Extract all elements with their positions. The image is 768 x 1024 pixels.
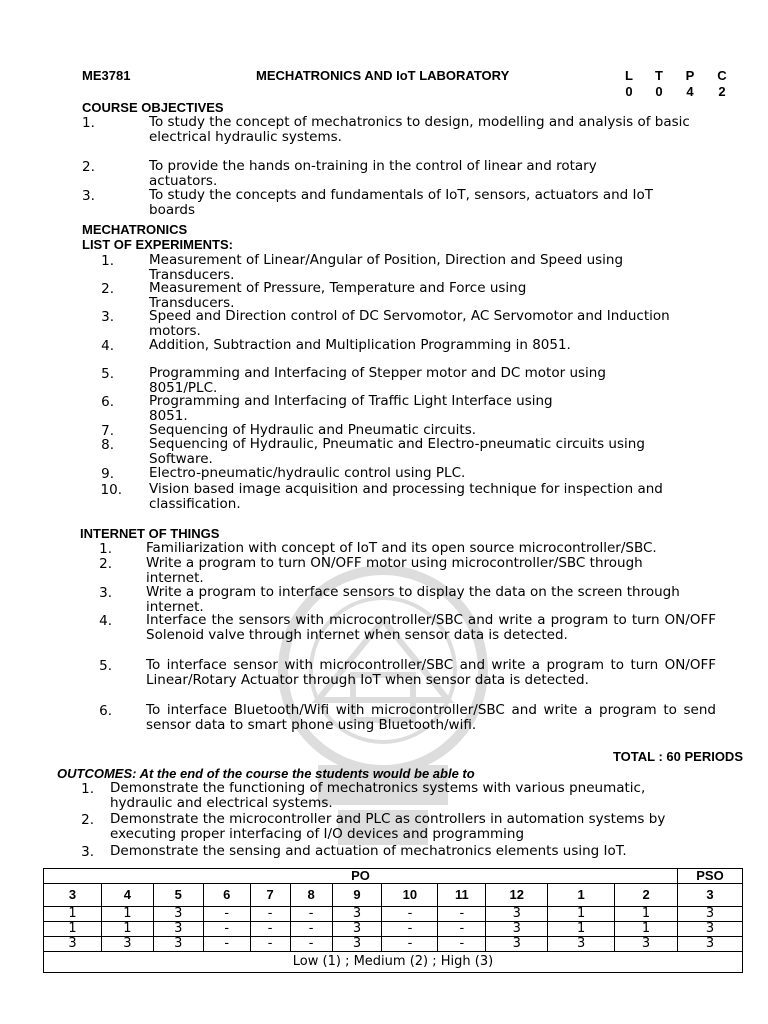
iot-text: Write a program to turn ON/OFF motor using microcontroller/SBC through internet. [146, 555, 643, 586]
table-cell: - [203, 922, 250, 937]
table-cell: 3 [332, 922, 382, 937]
table-legend: Low (1) ; Medium (2) ; High (3) [44, 952, 743, 973]
experiment-text: Sequencing of Hydraulic and Pneumatic circuits. [149, 422, 477, 438]
ltpc-c-heading: C [717, 68, 727, 83]
objectives-heading: COURSE OBJECTIVES [82, 100, 224, 115]
column-header: 7 [250, 884, 290, 907]
table-cell: 3 [44, 937, 102, 952]
iot-number: 3. [99, 585, 112, 601]
experiment-number: 5. [101, 366, 114, 382]
objective-number: 3. [82, 188, 95, 204]
ltpc-l [621, 68, 637, 100]
outcome-number: 1. [81, 781, 94, 797]
experiments-subheading: LIST OF EXPERIMENTS: [82, 237, 233, 252]
iot-number: 1. [99, 541, 112, 557]
outcome-text: Demonstrate the functioning of mechatronics systems with various pneumatic, hydraulic and electrical systems. [110, 780, 646, 811]
table-cell: 3 [332, 907, 382, 922]
table-cell: - [290, 937, 332, 952]
ltpc-p-heading: P [685, 68, 695, 83]
table-cell: - [250, 922, 290, 937]
table-cell: 3 [153, 907, 203, 922]
outcome-number: 2. [81, 812, 94, 828]
table-cell: - [382, 907, 438, 922]
column-header: 3 [678, 884, 743, 907]
table-cell: - [382, 937, 438, 952]
iot-number: 2. [99, 556, 112, 572]
experiment-number: 9. [101, 466, 114, 482]
column-header: 3 [44, 884, 102, 907]
objective-number: 2. [82, 159, 95, 175]
co-po-mapping-table [43, 868, 743, 973]
experiment-text: Vision based image acquisition and processing technique for inspection and classification. [149, 481, 663, 512]
column-header: 4 [101, 884, 153, 907]
iot-number: 5. [99, 658, 112, 674]
table-row [44, 937, 743, 952]
pso-group-header: PSO [678, 869, 743, 884]
experiment-number: 2. [101, 281, 114, 297]
table-cell: 3 [678, 937, 743, 952]
experiment-text: Sequencing of Hydraulic, Pneumatic and Electro-pneumatic circuits using Software. [149, 436, 645, 467]
outcome-number: 3. [81, 844, 94, 860]
experiment-number: 6. [101, 394, 114, 410]
iot-text: Write a program to interface sensors to display the data on the screen through internet. [146, 584, 680, 615]
table-cell: 1 [548, 922, 615, 937]
objective-text: To study the concept of mechatronics to design, modelling and analysis of basic electrical hydraulic systems. [149, 114, 690, 145]
ltpc-c-value: 2 [718, 84, 726, 99]
experiment-number: 8. [101, 437, 114, 453]
table-cell: 3 [332, 937, 382, 952]
objective-text: To provide the hands on-training in the control of linear and rotary actuators. [149, 158, 597, 189]
experiment-text: Measurement of Linear/Angular of Position, Direction and Speed using Transducers. [149, 252, 624, 283]
column-header: 8 [290, 884, 332, 907]
table-cell: - [203, 937, 250, 952]
table-cell: 3 [486, 922, 548, 937]
iot-heading: INTERNET OF THINGS [80, 526, 220, 541]
experiment-text: Electro-pneumatic/hydraulic control using PLC. [149, 465, 466, 481]
table-cell: 3 [486, 907, 548, 922]
table-cell: 3 [678, 922, 743, 937]
table-cell: - [438, 937, 486, 952]
table-cell: 3 [153, 922, 203, 937]
experiment-number: 1. [101, 253, 114, 269]
experiment-text: Programming and Interfacing of Stepper motor and DC motor using 8051/PLC. [149, 365, 606, 396]
experiment-number: 3. [101, 309, 114, 325]
outcomes-heading: OUTCOMES: At the end of the course the students would be able to [57, 766, 475, 781]
ltpc-l-value: 0 [625, 84, 633, 99]
table-cell: 3 [486, 937, 548, 952]
outcome-text: Demonstrate the microcontroller and PLC as controllers in automation systems by executing proper interfacing of I/O devices and programming [110, 811, 666, 842]
po-group-header: PO [44, 869, 678, 884]
table-cell: 1 [44, 922, 102, 937]
iot-text: To interface sensor with microcontroller/SBC and write a program to turn ON/OFF Linear/Rotary Actuator through IoT when sensor data is detected. [146, 657, 716, 688]
course-code: ME3781 [82, 68, 131, 83]
objective-text: To study the concepts and fundamentals of IoT, sensors, actuators and IoT boards [149, 187, 654, 218]
ltpc-t [651, 68, 667, 100]
table-cell: - [203, 907, 250, 922]
column-header: 11 [438, 884, 486, 907]
table-cell: - [438, 922, 486, 937]
table-cell: - [438, 907, 486, 922]
ltpc-t-value: 0 [655, 84, 663, 99]
mechatronics-heading: MECHATRONICS [82, 222, 188, 237]
iot-number: 4. [99, 613, 112, 629]
table-cell: - [290, 907, 332, 922]
table-cell: 1 [101, 922, 153, 937]
ltpc-t-heading: T [655, 68, 663, 83]
experiment-number: 10. [100, 482, 122, 498]
experiment-text: Measurement of Pressure, Temperature and Force using Transducers. [149, 280, 527, 311]
course-title: MECHATRONICS AND IoT LABORATORY [256, 68, 510, 83]
column-header: 10 [382, 884, 438, 907]
table-column-header-row [44, 884, 743, 907]
table-cell: 1 [615, 922, 678, 937]
column-header: 1 [548, 884, 615, 907]
iot-text: Interface the sensors with microcontroller/SBC and write a program to turn ON/OFF Solenoid valve through internet when sensor data is detected. [146, 612, 716, 643]
column-header: 9 [332, 884, 382, 907]
table-cell: 1 [615, 907, 678, 922]
iot-number: 6. [99, 703, 112, 719]
table-cell: 1 [101, 907, 153, 922]
ltpc-p [682, 68, 698, 100]
experiment-text: Addition, Subtraction and Multiplication Programming in 8051. [149, 337, 571, 353]
table-cell: 3 [678, 907, 743, 922]
ltpc-p-value: 4 [686, 84, 694, 99]
outcome-text: Demonstrate the sensing and actuation of mechatronics elements using IoT. [110, 843, 627, 859]
ltpc-c [714, 68, 730, 100]
table-cell: 3 [153, 937, 203, 952]
column-header: 6 [203, 884, 250, 907]
table-row [44, 907, 743, 922]
column-header: 5 [153, 884, 203, 907]
total-periods: TOTAL : 60 PERIODS [612, 749, 743, 764]
experiment-text: Programming and Interfacing of Traffic Light Interface using 8051. [149, 393, 553, 424]
table-cell: 1 [44, 907, 102, 922]
column-header: 2 [615, 884, 678, 907]
table-row [44, 922, 743, 937]
objective-number: 1. [82, 115, 95, 131]
table-legend-row [44, 952, 743, 973]
ltpc-l-heading: L [625, 68, 633, 83]
table-cell: 3 [101, 937, 153, 952]
iot-text: To interface Bluetooth/Wifi with microcontroller/SBC and write a program to send sensor data to smart phone using Bluetooth/wifi. [146, 702, 716, 733]
table-group-header-row [44, 869, 743, 884]
iot-text: Familiarization with concept of IoT and its open source microcontroller/SBC. [146, 540, 657, 556]
table-cell: 3 [548, 937, 615, 952]
experiment-number: 7. [101, 423, 114, 439]
table-cell: - [290, 922, 332, 937]
experiment-text: Speed and Direction control of DC Servomotor, AC Servomotor and Induction motors. [149, 308, 670, 339]
table-cell: - [250, 907, 290, 922]
table-cell: 3 [615, 937, 678, 952]
table-cell: - [382, 922, 438, 937]
column-header: 12 [486, 884, 548, 907]
experiment-number: 4. [101, 338, 114, 354]
table-cell: 1 [548, 907, 615, 922]
table-cell: - [250, 937, 290, 952]
